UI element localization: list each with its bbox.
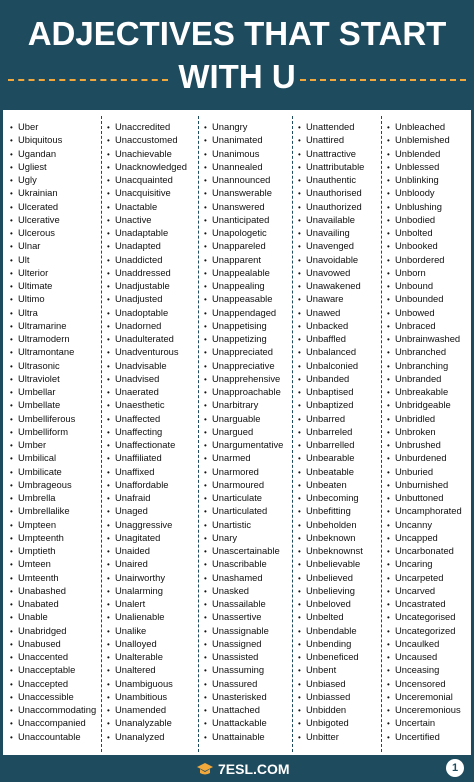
list-item: • Unbarreled [298,425,364,438]
list-item: • Unadjustable [107,279,187,292]
list-item: • Unapproachable [204,385,283,398]
list-item: • Uncertain [387,716,462,729]
list-item: • Unascribable [204,557,283,570]
list-item: • Unaccommodating [10,703,96,716]
list-item: • Unbending [298,637,364,650]
list-item: • Unbraced [387,319,462,332]
list-item: • Unasked [204,584,283,597]
list-item: • Umpteen [10,518,96,531]
list-item: • Unapologetic [204,226,283,239]
column-divider [101,116,102,752]
list-item: • Unbiased [298,677,364,690]
list-item: • Unagitated [107,531,187,544]
list-item: • Umber [10,438,96,451]
page-number-badge: 1 [446,759,464,777]
list-item: • Unbeneficed [298,650,364,663]
list-item: • Ulnar [10,239,96,252]
list-item: • Unalterable [107,650,187,663]
word-column-4 [298,120,364,743]
list-item: • Unaware [298,292,364,305]
list-item: • Unborn [387,266,462,279]
list-item: • Unambiguous [107,677,187,690]
list-item: • Uncaulked [387,637,462,650]
list-item: • Unaccepted [10,677,96,690]
list-item: • Unarmored [204,465,283,478]
list-item: • Umteenth [10,571,96,584]
list-item: • Unairworthy [107,571,187,584]
list-item: • Unbeknown [298,531,364,544]
list-item: • Uncastrated [387,597,462,610]
list-item: • Unbeaten [298,478,364,491]
list-item: • Unbendable [298,624,364,637]
list-item: • Umbilicate [10,465,96,478]
list-item: • Unbounded [387,292,462,305]
list-item: • Unbodied [387,213,462,226]
list-item: • Unauthorised [298,186,364,199]
list-item: • Ultramodern [10,332,96,345]
list-item: • Unaided [107,544,187,557]
list-item: • Ugandan [10,147,96,160]
list-item: • Unappeasable [204,292,283,305]
list-item: • Umteen [10,557,96,570]
list-item: • Unaffixed [107,465,187,478]
list-item: • Unbowed [387,306,462,319]
list-item: • Unattainable [204,730,283,743]
list-item: • Unabated [10,597,96,610]
list-item: • Unassertive [204,610,283,623]
list-item: • Unacquainted [107,173,187,186]
list-item: • Ulterior [10,266,96,279]
list-item: • Unanimous [204,147,283,160]
list-item: • Umbelliferous [10,412,96,425]
list-item: • Uncaring [387,557,462,570]
list-item: • Unarmoured [204,478,283,491]
list-item: • Unbanded [298,372,364,385]
page-title-line-2: WITH U [178,58,296,95]
list-item: • Unaffordable [107,478,187,491]
list-item: • Unavailable [298,213,364,226]
list-item: • Unbuttoned [387,491,462,504]
list-item: • Unaddressed [107,266,187,279]
list-item: • Unalike [107,624,187,637]
list-item: • Unbrushed [387,438,462,451]
word-column-3 [204,120,283,743]
list-item: • Unattributable [298,160,364,173]
list-item: • Unaccented [10,650,96,663]
list-item: • Unbearable [298,451,364,464]
list-item: • Unbiassed [298,690,364,703]
list-item: • Unavoidable [298,253,364,266]
list-item: • Unbranched [387,345,462,358]
footer [0,755,474,782]
list-item: • Unangry [204,120,283,133]
list-item: • Unbelieved [298,571,364,584]
list-item: • Unbridgeable [387,398,462,411]
column-divider [381,116,382,752]
list-item: • Unattended [298,120,364,133]
list-item: • Unanalyzed [107,730,187,743]
list-item: • Unbalanced [298,345,364,358]
list-item: • Unanswered [204,200,283,213]
list-item: • Unaerated [107,385,187,398]
list-item: • Unblemished [387,133,462,146]
list-item: • Unactable [107,200,187,213]
list-item: • Umbellar [10,385,96,398]
list-item: • Unbidden [298,703,364,716]
list-item: • Unabridged [10,624,96,637]
list-item: • Unbaptised [298,385,364,398]
list-item: • Unattractive [298,147,364,160]
list-item: • Unbalconied [298,359,364,372]
list-item: • Unadulterated [107,332,187,345]
list-item: • Unbrainwashed [387,332,462,345]
word-column-1 [10,120,96,743]
list-item: • Unbeatable [298,465,364,478]
list-item: • Unalloyed [107,637,187,650]
list-item: • Ugly [10,173,96,186]
list-item: • Unascertainable [204,544,283,557]
list-item: • Unarmed [204,451,283,464]
list-item: • Unadapted [107,239,187,252]
list-item: • Unable [10,610,96,623]
list-item: • Uncamphorated [387,504,462,517]
list-item: • Unawakened [298,279,364,292]
list-item: • Unarticulated [204,504,283,517]
list-item: • Unaccustomed [107,133,187,146]
list-item: • Unbeknownst [298,544,364,557]
list-item: • Unbroken [387,425,462,438]
list-item: • Unbeholden [298,518,364,531]
list-item: • Unanswerable [204,186,283,199]
list-item: • Unappealable [204,266,283,279]
list-item: • Unasterisked [204,690,283,703]
list-item: • Unbloody [387,186,462,199]
list-item: • Uncensored [387,677,462,690]
list-item: • Unassured [204,677,283,690]
list-item: • Unalarming [107,584,187,597]
list-item: • Unargued [204,425,283,438]
list-item: • Unadorned [107,319,187,332]
list-item: • Unaffiliated [107,451,187,464]
list-item: • Uncarpeted [387,571,462,584]
list-item: • Umbrellalike [10,504,96,517]
list-item: • Ulcerative [10,213,96,226]
list-item: • Uncertified [387,730,462,743]
page-title-line-1: ADJECTIVES THAT START [27,15,447,52]
list-item: • Unacceptable [10,663,96,676]
list-item: • Unbelieving [298,584,364,597]
list-item: • Unauthorized [298,200,364,213]
list-item: • Unassigned [204,637,283,650]
list-item: • Unavailing [298,226,364,239]
list-item: • Unblinking [387,173,462,186]
word-list-panel [3,110,471,755]
list-item: • Unbaffled [298,332,364,345]
list-item: • Unbridled [387,412,462,425]
list-item: • Unawed [298,306,364,319]
list-item: • Unadvisable [107,359,187,372]
list-item: • Unadoptable [107,306,187,319]
list-item: • Unburdened [387,451,462,464]
list-item: • Uncarved [387,584,462,597]
list-item: • Unbarrelled [298,438,364,451]
list-item: • Unamended [107,703,187,716]
list-item: • Unbelted [298,610,364,623]
list-item: • Umptieth [10,544,96,557]
list-item: • Unalert [107,597,187,610]
list-item: • Umbrella [10,491,96,504]
list-item: • Unalienable [107,610,187,623]
list-item: • Unbordered [387,253,462,266]
list-item: • Unblushing [387,200,462,213]
list-item: • Unarbitrary [204,398,283,411]
list-item: • Unaccountable [10,730,96,743]
list-item: • Unbent [298,663,364,676]
list-item: • Unacquisitive [107,186,187,199]
list-item: • Unaged [107,504,187,517]
list-item: • Unbreakable [387,385,462,398]
list-item: • Unanticipated [204,213,283,226]
list-item: • Ulcerous [10,226,96,239]
list-item: • Unbigoted [298,716,364,729]
list-item: • Unceremonious [387,703,462,716]
list-item: • Unafraid [107,491,187,504]
list-item: • Unartistic [204,518,283,531]
list-item: • Ukrainian [10,186,96,199]
list-item: • Umbellate [10,398,96,411]
list-item: • Umbrageous [10,478,96,491]
site-logo[interactable] [196,760,290,778]
list-item: • Uber [10,120,96,133]
list-item: • Uncarbonated [387,544,462,557]
list-item: • Ultraviolet [10,372,96,385]
list-item: • Unaesthetic [107,398,187,411]
list-item: • Unambitious [107,690,187,703]
list-item: • Unburied [387,465,462,478]
word-column-5 [387,120,462,743]
list-item: • Unarguable [204,412,283,425]
list-item: • Unbooked [387,239,462,252]
list-item: • Unappetizing [204,332,283,345]
list-item: • Ultrasonic [10,359,96,372]
list-item: • Ugliest [10,160,96,173]
list-item: • Uncategorized [387,624,462,637]
list-item: • Unbranded [387,372,462,385]
word-column-2 [107,120,187,743]
list-item: • Unappendaged [204,306,283,319]
list-item: • Uncapped [387,531,462,544]
list-item: • Unceremonial [387,690,462,703]
list-item: • Unbeloved [298,597,364,610]
list-item: • Unanimated [204,133,283,146]
list-item: • Unashamed [204,571,283,584]
list-item: • Unappetising [204,319,283,332]
column-divider [198,116,199,752]
list-item: • Unceasing [387,663,462,676]
list-item: • Unaggressive [107,518,187,531]
list-item: • Unbelievable [298,557,364,570]
list-item: • Unblended [387,147,462,160]
list-item: • Unattired [298,133,364,146]
list-item: • Unbecoming [298,491,364,504]
list-item: • Unappreciative [204,359,283,372]
list-item: • Unachievable [107,147,187,160]
list-item: • Unaffected [107,412,187,425]
list-item: • Unabashed [10,584,96,597]
list-item: • Unaccompanied [10,716,96,729]
list-item: • Unappealing [204,279,283,292]
list-item: • Unaired [107,557,187,570]
list-item: • Unacknowledged [107,160,187,173]
list-item: • Ubiquitous [10,133,96,146]
list-item: • Uncanny [387,518,462,531]
list-item: • Unaffecting [107,425,187,438]
list-item: • Ultra [10,306,96,319]
list-item: • Unannounced [204,173,283,186]
list-item: • Ultramarine [10,319,96,332]
list-item: • Unbaptized [298,398,364,411]
list-item: • Unbound [387,279,462,292]
list-item: • Unannealed [204,160,283,173]
list-item: • Unarticulate [204,491,283,504]
list-item: • Unappreciated [204,345,283,358]
column-divider [292,116,293,752]
list-item: • Umpteenth [10,531,96,544]
list-item: • Unbitter [298,730,364,743]
list-item: • Unblessed [387,160,462,173]
list-item: • Unadaptable [107,226,187,239]
list-item: • Unavenged [298,239,364,252]
list-item: • Unactive [107,213,187,226]
list-item: • Unanalyzable [107,716,187,729]
list-item: • Unbleached [387,120,462,133]
list-item: • Unbarred [298,412,364,425]
list-item: • Unbefitting [298,504,364,517]
header [0,0,474,110]
list-item: • Unadventurous [107,345,187,358]
list-item: • Unadjusted [107,292,187,305]
list-item: • Unaltered [107,663,187,676]
list-item: • Unassailable [204,597,283,610]
list-item: • Unaddicted [107,253,187,266]
list-item: • Unassignable [204,624,283,637]
list-item: • Unattached [204,703,283,716]
list-item: • Ultimate [10,279,96,292]
list-item: • Ult [10,253,96,266]
list-item: • Unapparent [204,253,283,266]
list-item: • Umbelliform [10,425,96,438]
list-item: • Unassuming [204,663,283,676]
list-item: • Uncaused [387,650,462,663]
list-item: • Ulcerated [10,200,96,213]
list-item: • Unaffectionate [107,438,187,451]
list-item: • Ultramontane [10,345,96,358]
list-item: • Unavowed [298,266,364,279]
list-item: • Ultimo [10,292,96,305]
list-item: • Unassisted [204,650,283,663]
list-item: • Unargumentative [204,438,283,451]
list-item: • Unary [204,531,283,544]
list-item: • Unapprehensive [204,372,283,385]
list-item: • Unattackable [204,716,283,729]
list-item: • Unaccredited [107,120,187,133]
list-item: • Unadvised [107,372,187,385]
list-item: • Unappareled [204,239,283,252]
list-item: • Unaccessible [10,690,96,703]
list-item: • Unauthentic [298,173,364,186]
list-item: • Unabused [10,637,96,650]
graduation-cap-icon [196,762,214,776]
list-item: • Umbilical [10,451,96,464]
list-item: • Unbolted [387,226,462,239]
list-item: • Unbranching [387,359,462,372]
list-item: • Unburnished [387,478,462,491]
list-item: • Unbacked [298,319,364,332]
logo-text: 7ESL.COM [218,761,290,777]
list-item: • Uncategorised [387,610,462,623]
